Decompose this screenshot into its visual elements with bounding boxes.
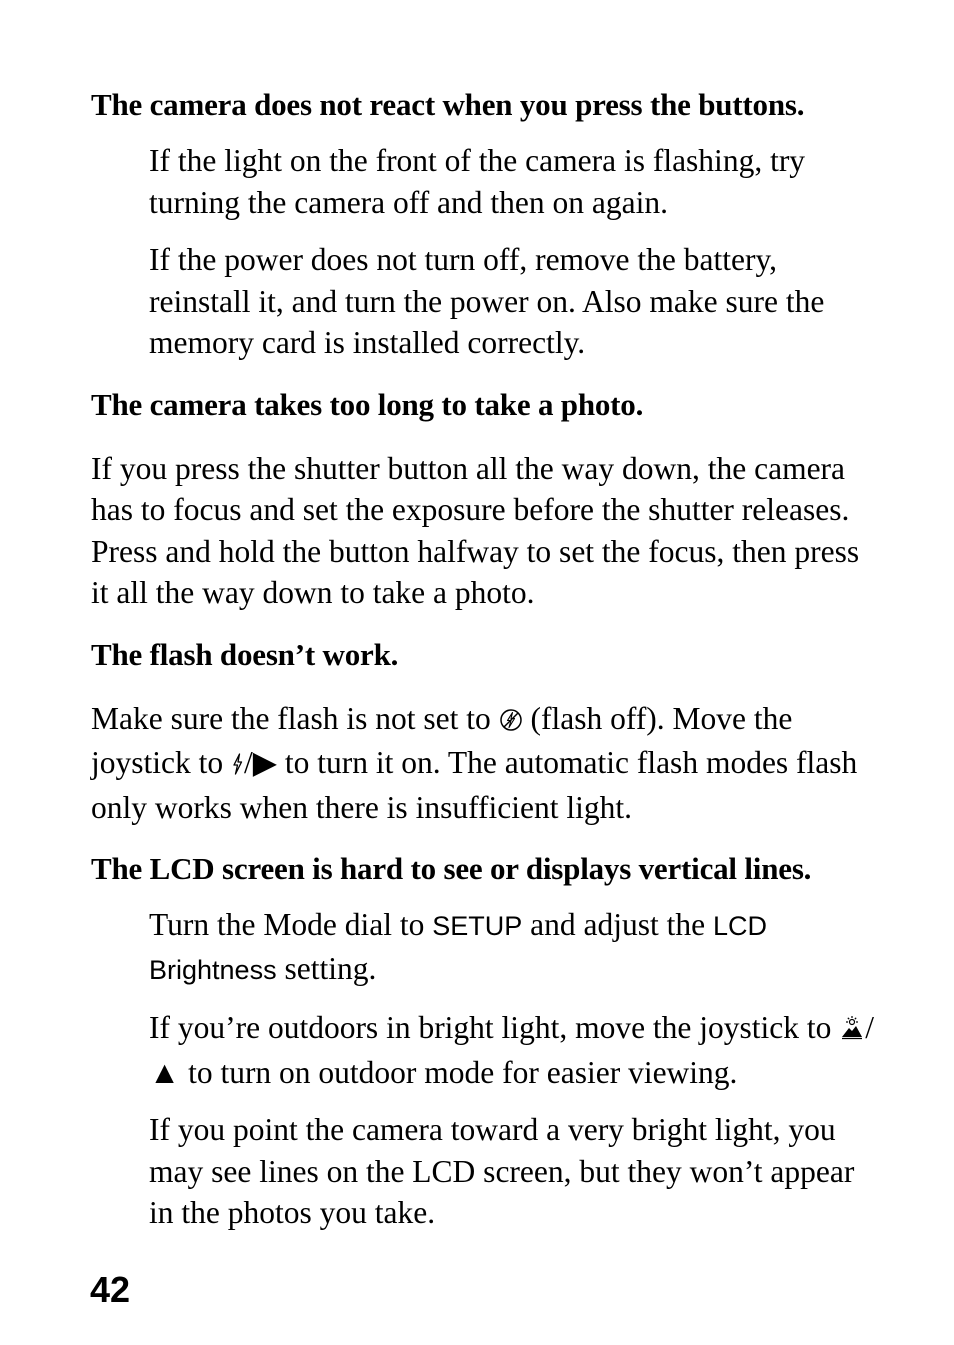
text-fragment: and adjust the — [522, 907, 713, 942]
lcd-brightness-label: LCD Brightness — [149, 911, 767, 985]
heading-buttons-not-reacting: The camera does not react when you press the buttons. — [91, 87, 805, 122]
text-fragment: Make sure the flash is not set to — [91, 700, 499, 736]
page-content — [91, 84, 881, 1250]
paragraph-light-flashing: If the light on the front of the camera is flashing, try turning the camera off and then on again. — [149, 143, 806, 220]
outdoor-mode-icon — [839, 1010, 865, 1052]
heading-lcd-hard-to-see: The LCD screen is hard to see or displays vertical lines. — [91, 851, 812, 886]
flash-icon — [231, 745, 244, 787]
text-fragment: /▶ — [244, 745, 277, 780]
heading-photo-too-long: The camera takes too long to take a photo. — [91, 386, 644, 422]
heading-flash-not-working: The flash doesn’t work. — [91, 636, 399, 672]
text-fragment: If you’re outdoors in bright light, move the joystick to — [149, 1010, 840, 1045]
paragraph-outdoor-mode — [149, 1007, 881, 1093]
text-fragment: /▲ — [149, 1010, 875, 1090]
flash-off-icon — [499, 701, 523, 743]
text-fragment: Turn the Mode dial to — [149, 907, 433, 942]
page-number: 42 — [90, 1269, 131, 1310]
text-fragment: (flash off). Move the joystick to — [91, 700, 793, 780]
paragraph-power-not-off: If the power does not turn off, remove the battery, reinstall it, and turn the power on. Also make sure the memory card is installed correctly. — [149, 242, 825, 360]
paragraph-flash-settings — [91, 698, 881, 829]
paragraph-shutter-button: If you press the shutter button all the way down, the camera has to focus and set the exposure before the shutter releases. Press and hold the button halfway to set the focus, then press it all the way down to take a photo. — [91, 450, 860, 610]
text-fragment: setting. — [276, 950, 377, 986]
paragraph-bright-light-lines: If you point the camera toward a very bright light, you may see lines on the LCD screen, but they won’t appear in the photos you take. — [149, 1112, 855, 1230]
paragraph-lcd-brightness — [149, 904, 881, 991]
text-fragment: to turn on outdoor mode for easier viewing. — [180, 1054, 738, 1090]
text-fragment: to turn it on. The automatic flash modes flash only works when there is insufficient light. — [91, 745, 858, 825]
setup-mode-label: SETUP — [432, 911, 523, 941]
